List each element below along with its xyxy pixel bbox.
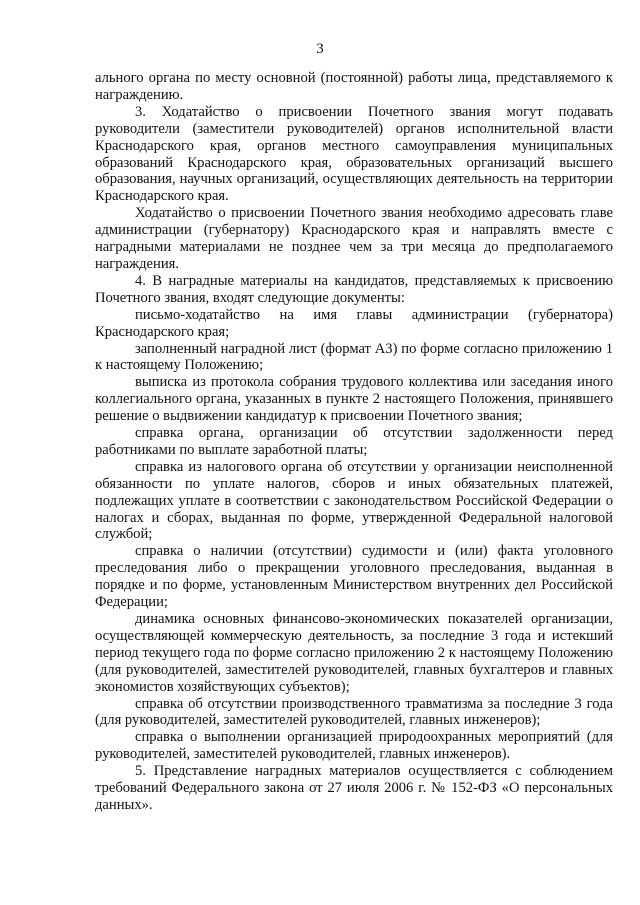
list-item-award-sheet: заполненный наградной лист (формат А3) по форме согласно приложению 1 к настоящему Положению; — [95, 340, 613, 374]
list-item-tax-certificate: справка из налогового органа об отсутствии у организации неисполненной обязанности по уплате налогов, сборов и иных обязательных платежей, подлежащих уплате в соответствии с законодательством Российской Федерации о налогах и сборах, выданная по форме, утвержденной Федеральной налоговой службой; — [95, 458, 613, 543]
list-item-petition-letter: письмо-ходатайство на имя главы администрации (губернатора) Краснодарского края; — [95, 306, 613, 340]
list-item-protocol-extract: выписка из протокола собрания трудового коллектива или заседания иного коллегиального органа, указанных в пункте 2 настоящего Положения, принявшего решение о выдвижении кандидатур к присвоении Почетного звания; — [95, 374, 613, 425]
paragraph-item-3: 3. Ходатайство о присвоении Почетного звания могут подавать руководители (заместители руководителей) органов исполнительной власти Краснодарского края, органов местного самоуправления муниципальных образований Краснодарского края, образовательных организаций высшего образования, научных организаций, осуществляющих деятельность на территории Краснодарского края. — [95, 103, 613, 205]
list-item-financial-dynamics: динамика основных финансово-экономических показателей организации, осуществляющей коммерческую деятельность, за последние 3 года и истекший период текущего года по форме согласно приложению 2 к настоящему Положению (для руководителей, заместителей руководителей, главных бухгалтеров и главных экономистов хозяйствующих субъектов); — [95, 611, 613, 695]
paragraph-item-4: 4. В наградные материалы на кандидатов, представляемых к присвоению Почетного звания, входят следующие документы: — [95, 272, 613, 306]
list-item-injury-certificate: справка об отсутствии производственного травматизма за последние 3 года (для руководителей, заместителей руководителей, главных инженеров); — [95, 695, 613, 729]
paragraph-continuation: ального органа по месту основной (постоянной) работы лица, представляемого к награждению. — [95, 70, 613, 103]
document-body — [95, 70, 613, 814]
page-number: 3 — [316, 41, 324, 57]
paragraph-petition-address: Ходатайство о присвоении Почетного звания необходимо адресовать главе администрации (губернатору) Краснодарского края и направлять вместе с наградными материалами не позднее чем за три месяца до предполагаемого награждения. — [95, 205, 613, 272]
paragraph-item-5: 5. Представление наградных материалов осуществляется с соблюдением требований Федерального закона от 27 июля 2006 г. № 152-ФЗ «О персональных данных». — [95, 763, 613, 813]
list-item-criminal-record-certificate: справка о наличии (отсутствии) судимости и (или) факта уголовного преследования либо о прекращении уголовного преследования, выданная в порядке и по форме, установленным Министерством внутренних дел Российской Федерации; — [95, 543, 613, 611]
list-item-salary-debt-certificate: справка органа, организации об отсутствии задолженности перед работниками по выплате заработной платы; — [95, 425, 613, 458]
list-item-environmental-certificate: справка о выполнении организацией природоохранных мероприятий (для руководителей, заместителей руководителей, главных инженеров). — [95, 729, 613, 763]
